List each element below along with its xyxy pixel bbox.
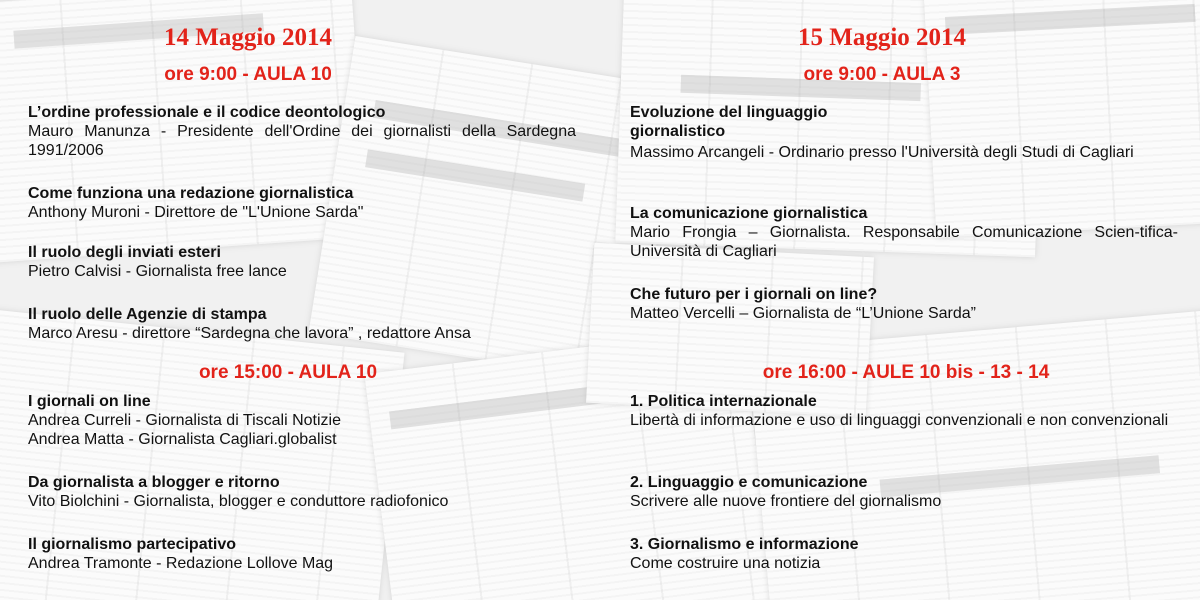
program-item bbox=[630, 473, 1178, 511]
program-item-speaker-block bbox=[630, 143, 1178, 162]
program-item bbox=[28, 305, 576, 343]
day-one-afternoon-session-time: ore 15:00 - AULA 10 bbox=[198, 362, 378, 383]
item-title: 1. Politica internazionale bbox=[630, 393, 817, 410]
item-title: Come funziona una redazione giornalistica bbox=[28, 185, 354, 202]
item-title: Il ruolo degli inviati esteri bbox=[28, 244, 221, 261]
item-speaker: Andrea Tramonte - Redazione Lollove Mag bbox=[28, 555, 334, 572]
program-item bbox=[630, 204, 1178, 261]
item-speaker: Andrea Matta - Giornalista Cagliari.globalist bbox=[28, 431, 337, 448]
program-item bbox=[630, 535, 1178, 573]
item-speaker: Matteo Vercelli – Giornalista de “L’Unione Sarda” bbox=[630, 305, 976, 322]
item-title: La comunicazione giornalistica bbox=[630, 205, 868, 222]
program-item bbox=[28, 392, 576, 449]
item-speaker: Anthony Muroni - Direttore de "L'Unione Sarda" bbox=[28, 204, 364, 221]
item-title: Da giornalista a blogger e ritorno bbox=[28, 474, 280, 491]
program-item bbox=[28, 184, 576, 222]
program-item bbox=[28, 243, 576, 281]
item-description: Libertà di informazione e uso di linguaggi convenzionali e non convenzionali bbox=[630, 412, 1169, 429]
item-title: I giornali on line bbox=[28, 393, 151, 410]
item-description: Scrivere alle nuove frontiere del giornalismo bbox=[630, 493, 942, 510]
item-title: Che futuro per i giornali on line? bbox=[630, 286, 878, 303]
item-title: L’ordine professionale e il codice deontologico bbox=[28, 104, 386, 121]
day-two-afternoon-session-time: ore 16:00 - AULE 10 bis - 13 - 14 bbox=[762, 362, 1050, 383]
item-title: Evoluzione del linguaggio giornalistico bbox=[630, 104, 828, 140]
program-item bbox=[28, 535, 576, 573]
item-speaker: Marco Aresu - direttore “Sardegna che lavora” , redattore Ansa bbox=[28, 325, 471, 342]
program-item bbox=[630, 392, 1178, 430]
item-description: Come costruire una notizia bbox=[630, 555, 821, 572]
day-one-morning-session-time: ore 9:00 - AULA 10 bbox=[164, 64, 332, 85]
day-one-date: 14 Maggio 2014 bbox=[163, 24, 333, 51]
program-item bbox=[28, 103, 576, 160]
item-title: 2. Linguaggio e comunicazione bbox=[630, 474, 868, 491]
program-item bbox=[630, 285, 1178, 323]
item-title: Il ruolo delle Agenzie di stampa bbox=[28, 306, 267, 323]
program-item bbox=[28, 473, 576, 511]
item-speaker: Massimo Arcangeli - Ordinario presso l'Università degli Studi di Cagliari bbox=[630, 144, 1134, 161]
item-speaker: Vito Biolchini - Giornalista, blogger e conduttore radiofonico bbox=[28, 493, 449, 510]
day-two-date: 15 Maggio 2014 bbox=[797, 24, 967, 51]
item-speaker: Pietro Calvisi - Giornalista free lance bbox=[28, 263, 287, 280]
item-title: 3. Giornalismo e informazione bbox=[630, 536, 859, 553]
item-speaker: Mario Frongia – Giornalista. Responsabile Comunicazione Scien-tifica- Università di Cagliari bbox=[630, 224, 1178, 260]
program-item bbox=[630, 103, 970, 141]
day-two-morning-session-time: ore 9:00 - AULA 3 bbox=[803, 64, 961, 85]
item-title: Il giornalismo partecipativo bbox=[28, 536, 237, 553]
item-speaker: Andrea Curreli - Giornalista di Tiscali Notizie bbox=[28, 412, 341, 429]
item-speaker: Mauro Manunza - Presidente dell'Ordine dei giornalisti della Sardegna 1991/2006 bbox=[28, 123, 576, 159]
